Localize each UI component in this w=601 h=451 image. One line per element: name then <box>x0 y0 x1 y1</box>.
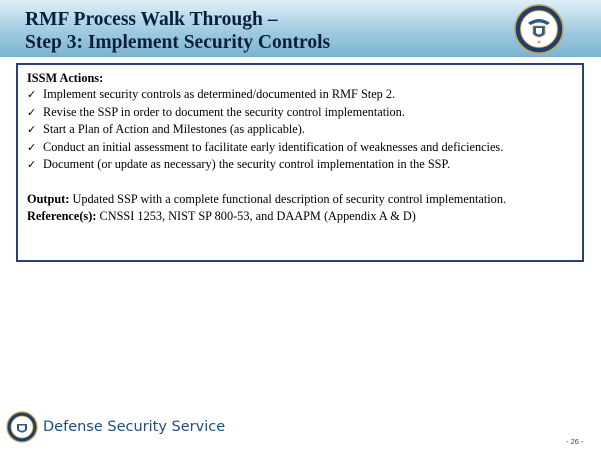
title-line-1: RMF Process Walk Through – <box>25 9 278 30</box>
issm-actions-heading: ISSM Actions: <box>27 71 104 85</box>
action-item <box>27 104 582 122</box>
action-text: Revise the SSP in order to document the security control implementation. <box>43 104 405 119</box>
action-text: Document (or update as necessary) the security control implementation in the SSP. <box>43 157 451 171</box>
issm-actions-box <box>16 63 584 262</box>
output-text: Updated SSP with a complete functional description of security control implementation. <box>69 191 507 206</box>
checkmark-icon: ✓ <box>27 88 37 101</box>
action-text: Start a Plan of Action and Milestones (as applicable). <box>43 122 305 136</box>
page-number: - 26 - <box>566 437 584 446</box>
agency-seal-icon <box>514 4 564 54</box>
reference-label: Reference(s): <box>27 208 97 223</box>
output-label: Output: <box>27 191 70 206</box>
action-item <box>27 86 582 104</box>
checkmark-icon: ✓ <box>27 123 37 136</box>
actions-list <box>27 86 582 174</box>
action-text: Conduct an initial assessment to facilitate early identification of weaknesses and deficiencies. <box>43 139 504 154</box>
footer-org-name: Defense Security Service <box>43 419 226 435</box>
action-item <box>27 139 582 157</box>
spacer <box>27 174 582 191</box>
dss-logo-icon <box>6 411 38 443</box>
reference-text: CNSSI 1253, NIST SP 800-53, and DAAPM (Appendix A & D) <box>96 208 416 223</box>
title-banner <box>0 0 601 57</box>
checkmark-icon: ✓ <box>27 140 37 154</box>
checkmark-icon: ✓ <box>27 105 37 119</box>
action-item <box>27 156 582 174</box>
checkmark-icon: ✓ <box>27 158 37 171</box>
title-line-2: Step 3: Implement Security Controls <box>25 32 331 53</box>
action-text: Implement security controls as determined/documented in RMF Step 2. <box>43 87 396 101</box>
output-line <box>27 191 582 208</box>
action-item <box>27 121 582 139</box>
slide-title <box>25 8 330 54</box>
reference-line <box>27 208 582 225</box>
